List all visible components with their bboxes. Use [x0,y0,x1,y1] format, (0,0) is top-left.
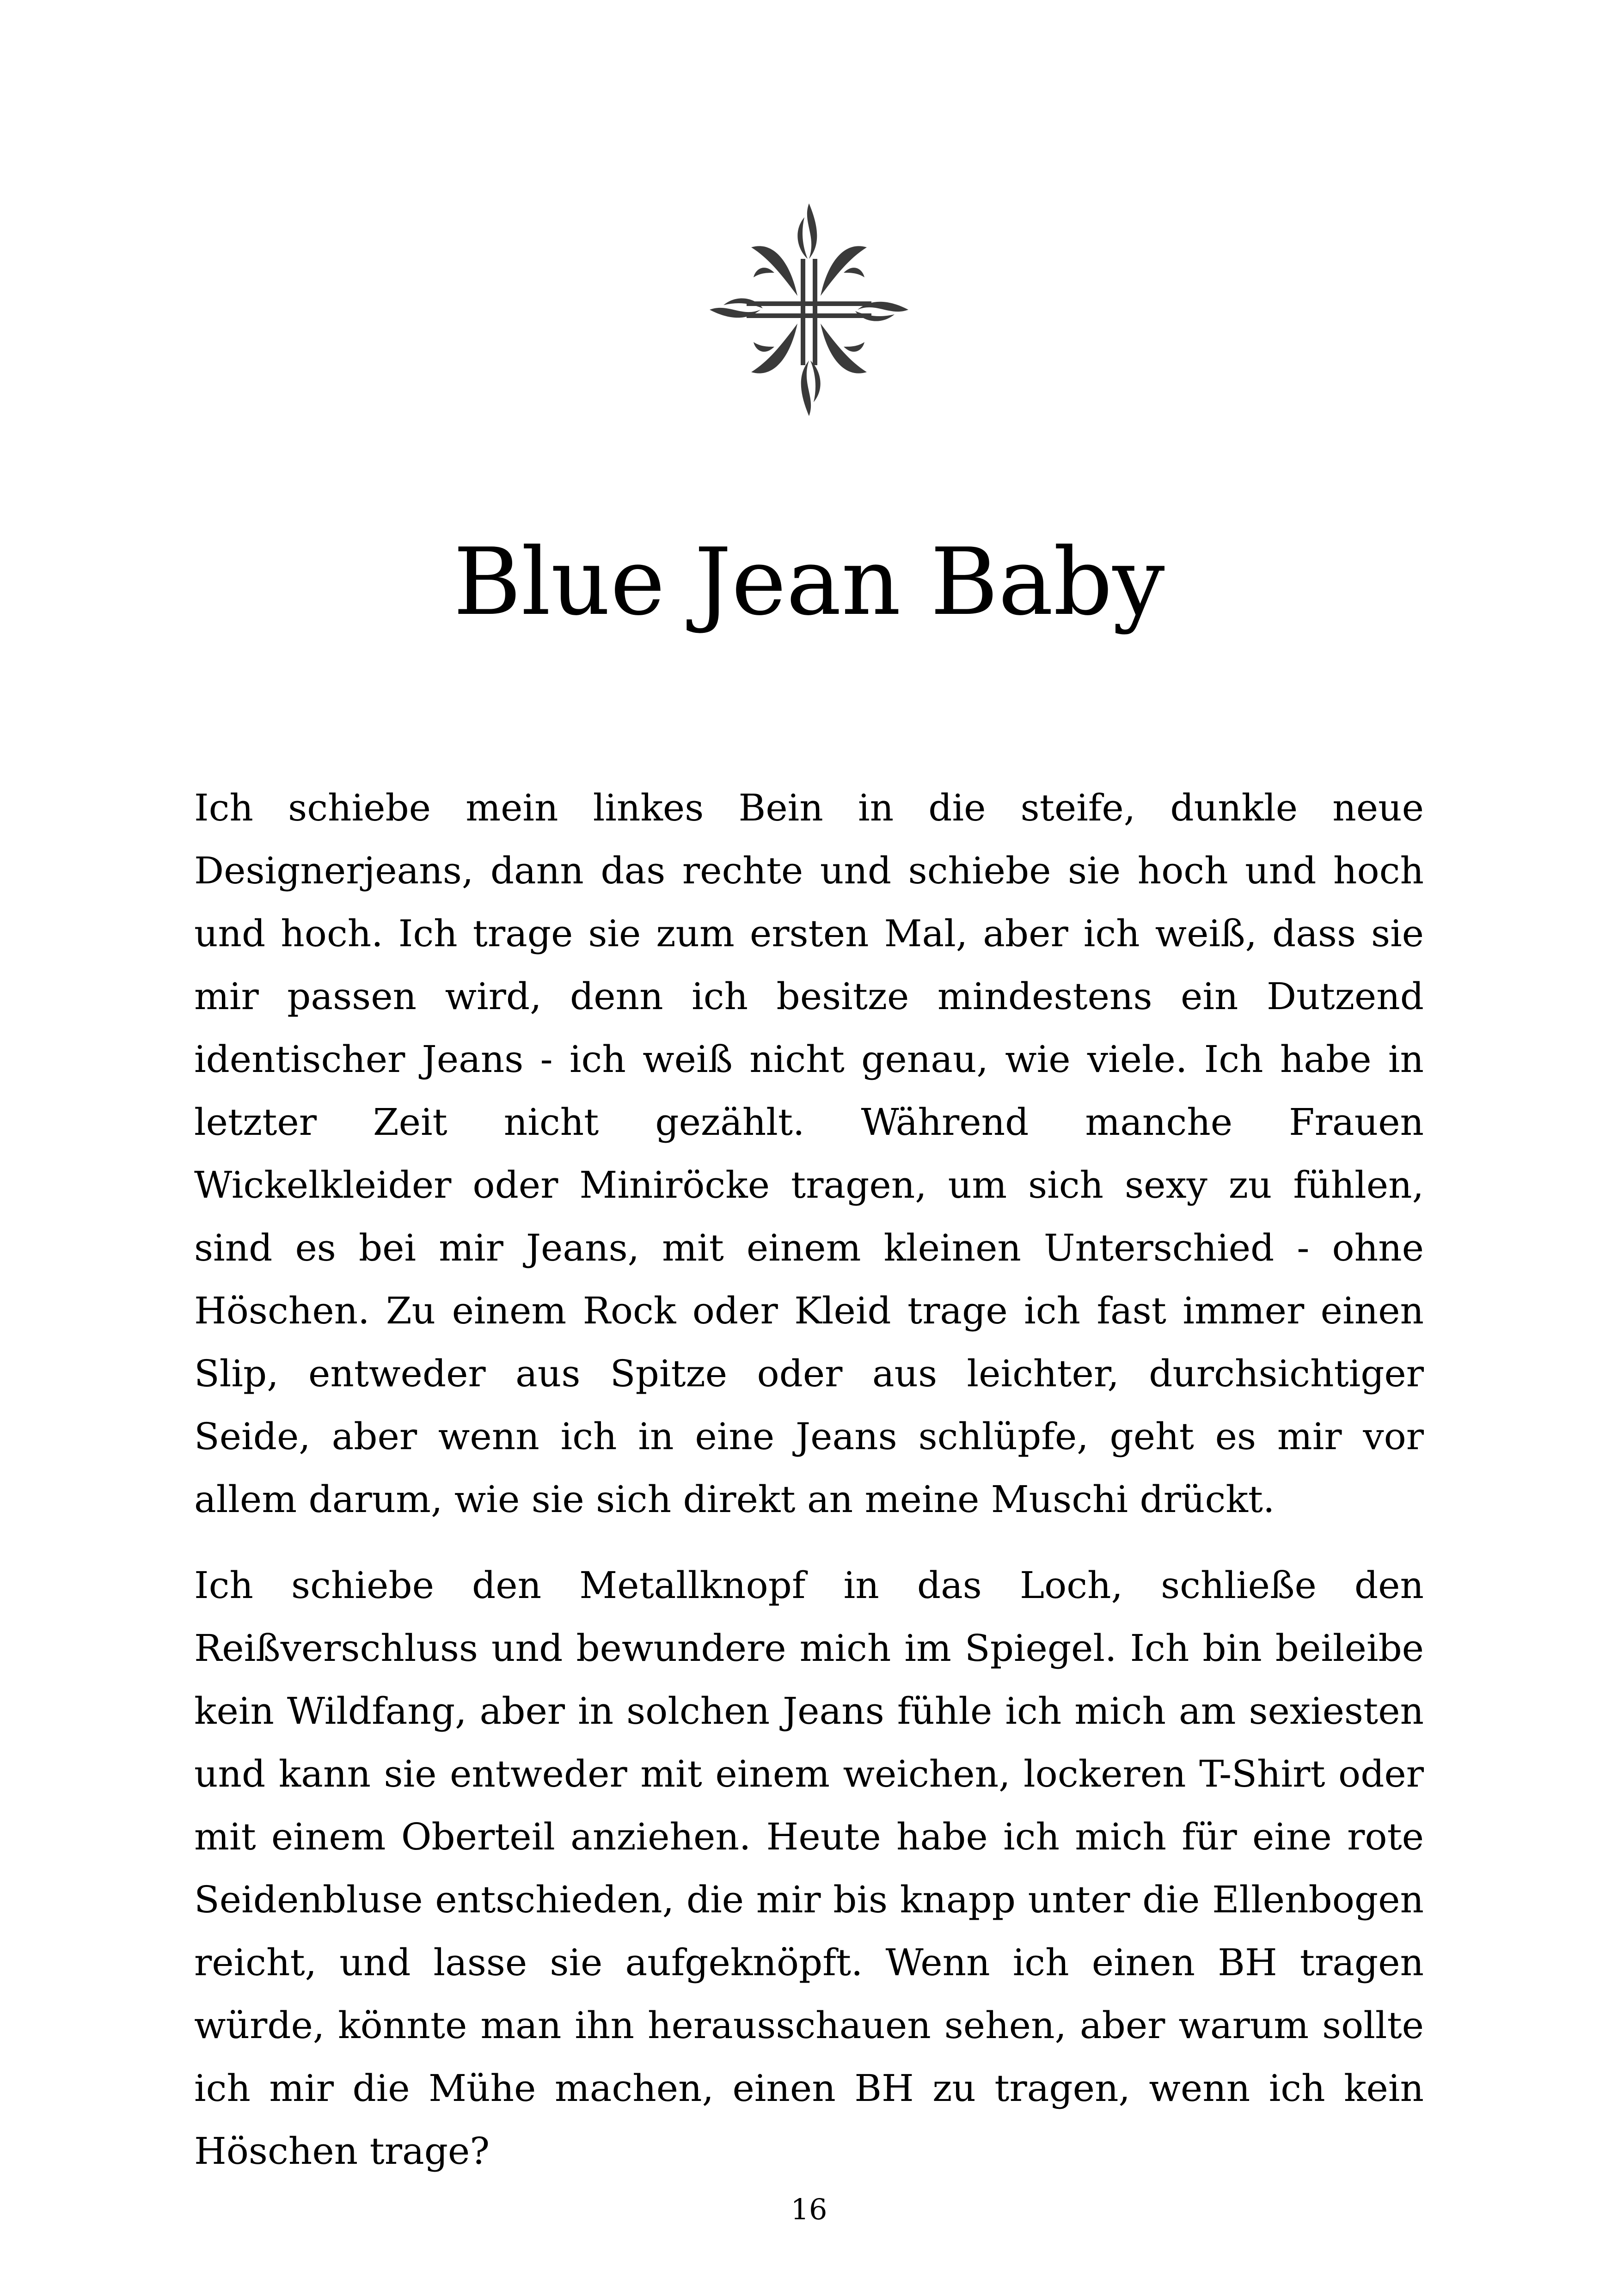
chapter-body [194,777,1424,2183]
page-number: 16 [791,2192,827,2226]
paragraph: Ich schiebe mein linkes Bein in die steife, dunkle neue Designerjeans, dann das rechte und schiebe sie hoch und hoch und hoch. Ich trage sie zum ersten Mal, aber ich weiß, dass sie mir passen wird, denn ich besitze mindestens ein Dutzend identischer Jeans - ich weiß nicht genau, wie viele. Ich habe in letzter Zeit nicht gezählt. Während manche Frauen Wickelkleider oder Miniröcke tragen, um sich sexy zu fühlen, sind es bei mir Jeans, mit einem kleinen Unterschied - ohne Höschen. Zu einem Rock oder Kleid trage ich fast immer einen Slip, entweder aus Spitze oder aus leichter, durchsichtiger Seide, aber wenn ich in eine Jeans schlüpfe, geht es mir vor allem darum, wie sie sich direkt an meine Muschi drückt. [194,786,1424,1521]
paragraph: Ich schiebe den Metallknopf in das Loch, schließe den Reißverschluss und bewundere mich im Spiegel. Ich bin beileibe kein Wildfang, aber in solchen Jeans fühle ich mich am sexiesten und kann sie entweder mit einem weichen, lockeren T-Shirt oder mit einem Oberteil anziehen. Heute habe ich mich für eine rote Seidenbluse entschieden, die mir bis knapp unter die Ellenbogen reicht, und lasse sie aufgeknöpft. Wenn ich einen BH tragen würde, könnte man ihn herausschauen sehen, aber warum sollte ich mir die Mühe machen, einen BH zu tragen, wenn ich kein Höschen trage? [194,1564,1424,2173]
floral-cross-ornament-icon [710,203,908,416]
chapter-title: Blue Jean Baby [453,528,1165,636]
